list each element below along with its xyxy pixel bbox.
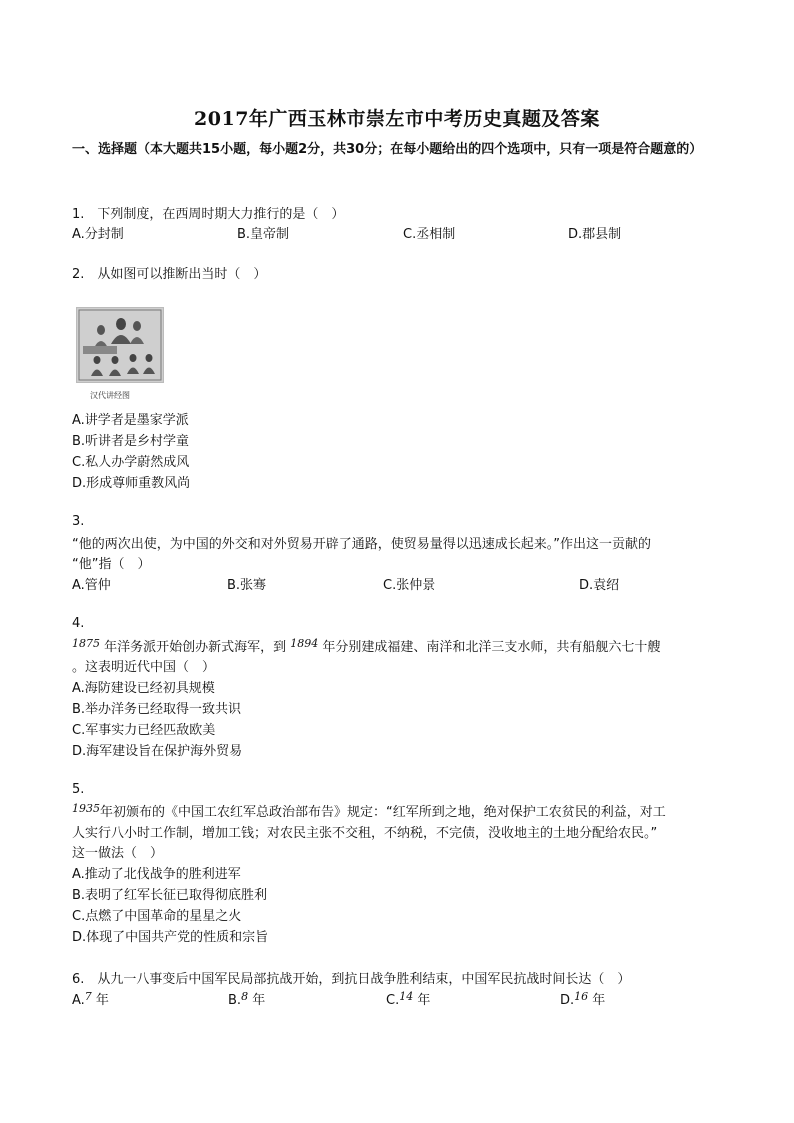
option-number: 8 (241, 990, 249, 1003)
question-4-option-d: D.海军建设旨在保护海外贸易 (72, 744, 243, 759)
question-3-number: 3. (72, 514, 85, 529)
question-5-stem-line-3: 这一做法（ ） (72, 846, 164, 861)
option-unit: 年 (413, 993, 431, 1008)
question-5-option-a: A.推动了北伐战争的胜利进军 (72, 867, 241, 882)
option-letter: D. (560, 993, 575, 1008)
lecture-illustration-drawing (77, 308, 163, 382)
question-2-option-d: D.形成尊师重教风尚 (72, 476, 191, 491)
option-letter: C. (386, 993, 400, 1008)
question-1-option-d: D.郡县制 (568, 227, 622, 242)
illustration-caption: 汉代讲经图 (90, 391, 130, 400)
question-5-stem-line-1 (72, 801, 666, 820)
option-unit: 年 (588, 993, 606, 1008)
question-3-stem-line-2: “他”指（ ） (72, 557, 151, 572)
question-1-option-c: C.丞相制 (403, 227, 456, 242)
page-title: 2017年广西玉林市崇左市中考历史真题及答案 (194, 108, 600, 130)
question-4-option-a: A.海防建设已经初具规模 (72, 681, 215, 696)
question-2-option-c: C.私人办学蔚然成风 (72, 455, 190, 470)
option-number: 16 (574, 990, 589, 1003)
question-4-text-2: 年分别建成福建、南洋和北洋三支水师，共有船舰六七十艘 (318, 640, 661, 655)
question-4-option-c: C.军事实力已经匹敌欧美 (72, 723, 216, 738)
question-5-number: 5. (72, 782, 85, 797)
year-1935: 1935 (72, 802, 100, 815)
year-1875: 1875 (72, 637, 100, 650)
question-5-option-d: D.体现了中国共产党的性质和宗旨 (72, 930, 269, 945)
question-5-option-b: B.表明了红军长征已取得彻底胜利 (72, 888, 268, 903)
question-1-option-a: A.分封制 (72, 227, 124, 242)
question-4-number: 4. (72, 616, 85, 631)
year-1894: 1894 (290, 637, 319, 650)
question-4-text-1: 年洋务派开始创办新式海军，到 (100, 640, 291, 655)
option-number: 14 (399, 990, 414, 1003)
question-3-option-c: C.张仲景 (383, 578, 436, 593)
option-number: 7 (84, 990, 92, 1003)
question-1-stem: 1. 下列制度，在西周时期大力推行的是（ ） (72, 207, 345, 222)
question-6-option-d (560, 989, 605, 1008)
question-2-option-b: B.听讲者是乡村学童 (72, 434, 190, 449)
question-2-stem: 2. 从如图可以推断出当时（ ） (72, 267, 267, 282)
option-letter: A. (72, 993, 85, 1008)
question-5-text-1: 年初颁布的《中国工农红军总政治部布告》规定：“红军所到之地，绝对保护工农贫民的利益，对工 (100, 805, 666, 820)
question-5-stem-line-2: 人实行八小时工作制，增加工钱；对农民主张不交租，不纳税，不完债，没收地主的土地分配给农民。” (72, 826, 658, 841)
question-4-stem-line-2: 。这表明近代中国（ ） (72, 660, 216, 675)
question-3-option-d: D.袁绍 (579, 578, 620, 593)
question-6-option-b (228, 989, 265, 1008)
question-5-option-c: C.点燃了中国革命的星星之火 (72, 909, 242, 924)
question-6-option-c (386, 989, 430, 1008)
question-4-option-b: B.举办洋务已经取得一致共识 (72, 702, 242, 717)
question-4-stem-line-1 (72, 636, 660, 655)
question-3-stem-line-1: “他的两次出使，为中国的外交和对外贸易开辟了通路，使贸易量得以迅速成长起来。”作出这一贡献的 (72, 537, 651, 552)
question-2-option-a: A.讲学者是墨家学派 (72, 413, 189, 428)
option-unit: 年 (248, 993, 266, 1008)
option-unit: 年 (91, 993, 109, 1008)
question-6-stem: 6. 从九一八事变后中国军民局部抗战开始，到抗日战争胜利结束，中国军民抗战时间长达（ ） (72, 972, 631, 987)
section-heading: 一、选择题（本大题共15小题，每小题2分，共30分；在每小题给出的四个选项中，只有一项是符合题意的） (72, 142, 703, 157)
question-3-option-b: B.张骞 (227, 578, 267, 593)
question-1-option-b: B.皇帝制 (237, 227, 290, 242)
lecture-illustration (76, 307, 164, 383)
question-6-option-a (72, 989, 109, 1008)
option-letter: B. (228, 993, 242, 1008)
question-3-option-a: A.管仲 (72, 578, 111, 593)
